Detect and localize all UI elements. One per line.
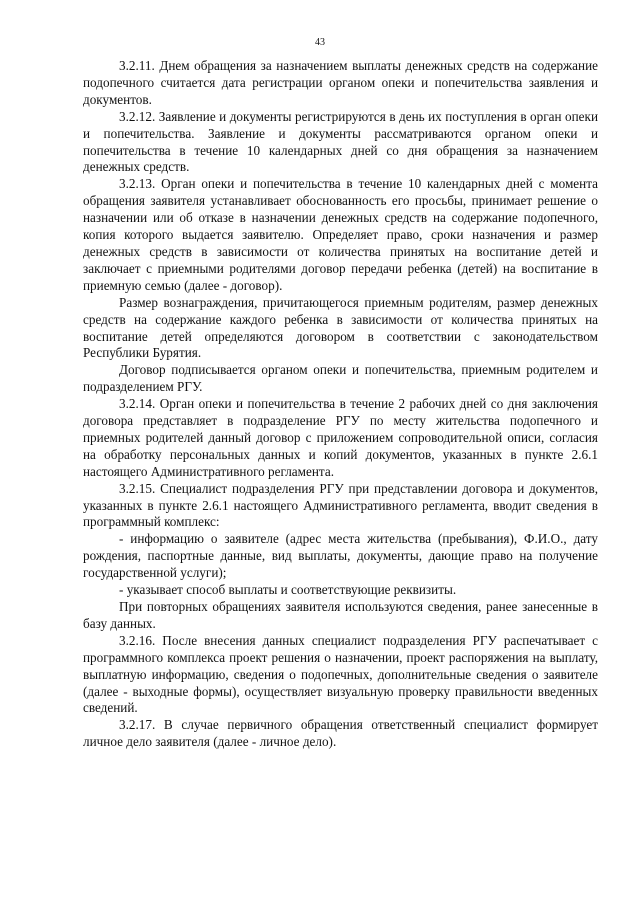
list-item-applicant-info: - информацию о заявителе (адрес места жительства (пребывания), Ф.И.О., дату рождения, паспортные данные, вид выплаты, документы, дающие право на получение государственной услуги);	[83, 531, 598, 581]
paragraph-3-2-16: 3.2.16. После внесения данных специалист подразделения РГУ распечатывает с программного комплекса проект решения о назначении, проект распоряжения на выплату, выплатную информацию, сведения о подопечных, дополнительные сведения о заявителе (далее - выходные формы), осуществляет визуальную проверку правильности введенных сведений.	[83, 632, 598, 716]
paragraph-3-2-12: 3.2.12. Заявление и документы регистрируются в день их поступления в орган опеки и попечительства. Заявление и документы рассматриваются органом опеки и попечительства в течение 10 календарных дней со дня обращения за назначением денежных средств.	[83, 108, 598, 175]
paragraph-3-2-11: 3.2.11. Днем обращения за назначением выплаты денежных средств на содержание подопечного считается дата регистрации органом опеки и попечительства заявления и документов.	[83, 58, 598, 107]
paragraph-3-2-13: 3.2.13. Орган опеки и попечительства в течение 10 календарных дней с момента обращения заявителя устанавливает обоснованность его просьбы, принимает решение о назначении или об отказе в назначении денежных средств на содержание подопечного, копия которого выдается заявителю. Определяет право, сроки назначения и размер денежных средств в зависимости от количества принятых на воспитание детей и заключает с приемными родителями договор передачи ребенка (детей) на воспитание в приемную семью (далее - договор).	[83, 176, 598, 293]
paragraph-remuneration: Размер вознаграждения, причитающегося приемным родителям, размер денежных средств на содержание каждого ребенка в зависимости от количества принятых на воспитание детей определяются договором в соответствии с законодательством Республики Бурятия.	[83, 294, 598, 361]
page-number: 43	[315, 37, 325, 48]
list-item-payment-method: - указывает способ выплаты и соответствующие реквизиты.	[119, 582, 457, 598]
paragraph-3-2-14: 3.2.14. Орган опеки и попечительства в течение 2 рабочих дней со дня заключения договора представляет в подразделение РГУ по месту жительства подопечного и приемных родителей данный договор с приложением сопроводительной описи, согласия на обработку персональных данных и копий документов, указанных в пункте 2.6.1 настоящего Административного регламента.	[83, 396, 598, 479]
paragraph-contract-signing: Договор подписывается органом опеки и попечительства, приемным родителем и подразделением РГУ.	[83, 362, 598, 395]
paragraph-3-2-15: 3.2.15. Специалист подразделения РГУ при представлении договора и документов, указанных в пункте 2.6.1 настоящего Административного регламента, вводит сведения в программный комплекс:	[83, 480, 598, 530]
paragraph-repeat-requests: При повторных обращениях заявителя используются сведения, ранее занесенные в базу данных.	[83, 599, 598, 631]
paragraph-3-2-17: 3.2.17. В случае первичного обращения ответственный специалист формирует личное дело заявителя (далее - личное дело).	[83, 717, 598, 750]
document-body	[83, 58, 598, 751]
